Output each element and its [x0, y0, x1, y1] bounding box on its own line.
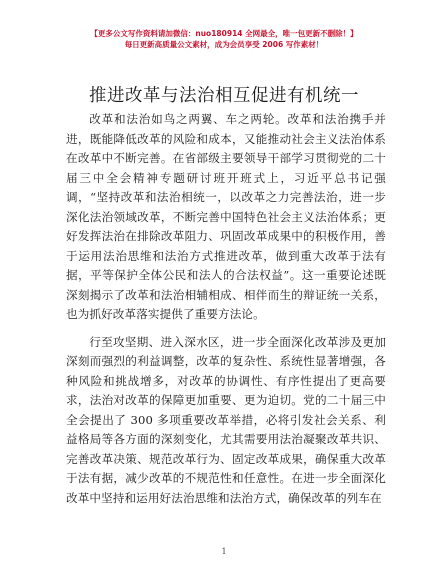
body-paragraph-2: 行至攻坚期、进入深水区，进一步全面深化改革涉及更加深刻而强烈的利益调整，改革的复杂性、系统性显著增强，各种风险和挑战增多，对改革的协调性、有序性提出了更高要求，法治对改革的保障更加重要、更为迫切。党的二十届三中全会提出了 300 多项重要改革举措，必将引发社会关系、利益格局等各方面的深刻变化，尤其需要用法治凝聚改革共识、完善改革决策、规范改革行为、固定改革成果，确保重大改革于法有据，减少改革的不规范性和任意性。在进一步全面深化改革中坚持和运用好法治思维和法治方式，确保改革的列车在: [66, 334, 386, 505]
body-paragraph-1: 改革和法治如鸟之两翼、车之两轮。改革和法治携手并进，既能降低改革的风险和成本，又能推动社会主义法治体系在改革中不断完善。在省部级主要领导干部学习贯彻党的二十届三中全会精神专题研讨班开班式上，习近平总书记强调，“坚持改革和法治相统一，以改革之力完善法治，进一步深化法治领域改革，不断完善中国特色社会主义法治体系；更好发挥法治在排除改革阻力、巩固改革成果中的积极作用，善于运用法治思维和法治方式推进改革，做到重大改革于法有据，平等保护全体公民和法人的合法权益”。这一重要论述既深刻揭示了改革和法治相辅相成、相伴而生的辩证统一关系，也为抓好改革落实提供了重要方法论。: [66, 112, 386, 321]
promo-banner-line-1: 【更多公文写作资料请加微信：nuo180914 全网最全，唯一包更新不删除！】: [90, 29, 358, 38]
document-title: 推进改革与法治相互促进有机统一: [89, 86, 359, 106]
promo-banner-line-2: 每日更新高质量公文素材，成为会员享受 2006 写作素材！: [124, 40, 324, 49]
document-body: [66, 110, 386, 508]
promo-banner: [0, 28, 448, 50]
page-number: 1: [221, 547, 227, 556]
